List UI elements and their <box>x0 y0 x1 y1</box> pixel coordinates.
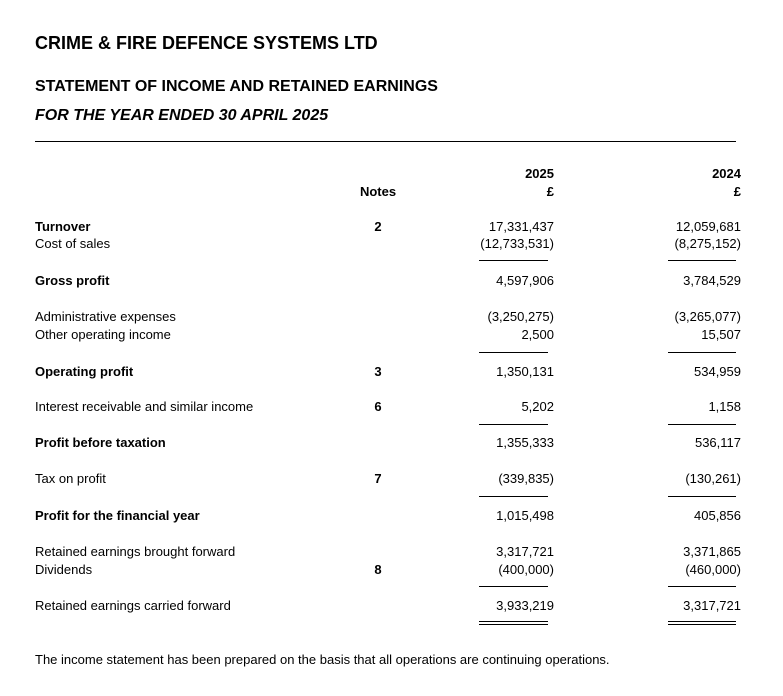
subtotal-rule-prior <box>668 260 736 261</box>
row-current-turnover: 17,331,437 <box>488 219 554 234</box>
subtotal-rule-current <box>479 586 548 587</box>
row-prior-interest-receivable: 1,158 <box>708 399 741 414</box>
subtotal-rule-current <box>479 496 548 497</box>
row-label-profit-before-tax: Profit before taxation <box>35 435 166 450</box>
row-note-dividends: 8 <box>374 562 382 577</box>
row-current-profit-before-tax: 1,355,333 <box>496 435 554 450</box>
total-double-rule-current <box>479 621 548 625</box>
row-note-tax-on-profit: 7 <box>374 471 382 486</box>
subtotal-rule-prior <box>668 352 736 353</box>
row-prior-tax-on-profit: (130,261) <box>685 471 741 486</box>
year-current-header: 2025 <box>525 166 554 181</box>
row-label-admin-expenses: Administrative expenses <box>35 309 176 324</box>
row-note-interest-receivable: 6 <box>374 399 382 414</box>
row-label-retained-carried-forward: Retained earnings carried forward <box>35 598 231 613</box>
row-label-interest-receivable: Interest receivable and similar income <box>35 399 254 414</box>
currency-current-header: £ <box>546 184 554 199</box>
row-prior-gross-profit: 3,784,529 <box>683 273 741 288</box>
row-prior-profit-before-tax: 536,117 <box>694 435 741 450</box>
row-prior-admin-expenses: (3,265,077) <box>674 309 741 324</box>
notes-column-header: Notes <box>359 184 397 199</box>
year-prior-header: 2024 <box>712 166 741 181</box>
row-current-profit-for-year: 1,015,498 <box>496 508 554 523</box>
row-current-operating-profit: 1,350,131 <box>496 364 554 379</box>
row-label-operating-profit: Operating profit <box>35 364 134 379</box>
statement-title: STATEMENT OF INCOME AND RETAINED EARNINGS <box>35 78 438 95</box>
row-label-gross-profit: Gross profit <box>35 273 110 288</box>
subtotal-rule-current <box>479 352 548 353</box>
row-label-tax-on-profit: Tax on profit <box>35 471 106 486</box>
row-current-gross-profit: 4,597,906 <box>496 273 554 288</box>
row-label-retained-brought-forward: Retained earnings brought forward <box>35 544 236 559</box>
subtotal-rule-current <box>479 260 548 261</box>
total-double-rule-prior <box>668 621 736 625</box>
row-label-other-operating-income: Other operating income <box>35 327 171 342</box>
row-prior-retained-carried-forward: 3,317,721 <box>683 598 741 613</box>
row-note-operating-profit: 3 <box>374 364 382 379</box>
row-current-interest-receivable: 5,202 <box>521 399 554 414</box>
row-label-cost-of-sales: Cost of sales <box>35 236 111 251</box>
row-prior-retained-brought-forward: 3,371,865 <box>683 544 741 559</box>
row-note-turnover: 2 <box>374 219 382 234</box>
row-current-other-operating-income: 2,500 <box>521 327 554 342</box>
row-current-retained-carried-forward: 3,933,219 <box>496 598 554 613</box>
footer-note: The income statement has been prepared on the basis that all operations are continuing operations. <box>35 652 610 667</box>
subtotal-rule-current <box>479 424 548 425</box>
company-name: CRIME & FIRE DEFENCE SYSTEMS LTD <box>35 33 378 53</box>
row-current-cost-of-sales: (12,733,531) <box>480 236 554 251</box>
row-prior-cost-of-sales: (8,275,152) <box>674 236 741 251</box>
subtotal-rule-prior <box>668 496 736 497</box>
currency-prior-header: £ <box>733 184 741 199</box>
row-prior-other-operating-income: 15,507 <box>701 327 741 342</box>
row-prior-dividends: (460,000) <box>685 562 741 577</box>
subtotal-rule-prior <box>668 586 736 587</box>
row-current-retained-brought-forward: 3,317,721 <box>496 544 554 559</box>
row-label-dividends: Dividends <box>35 562 93 577</box>
row-label-profit-for-year: Profit for the financial year <box>35 508 200 523</box>
subtotal-rule-prior <box>668 424 736 425</box>
period-heading: FOR THE YEAR ENDED 30 APRIL 2025 <box>35 107 329 124</box>
row-current-admin-expenses: (3,250,275) <box>487 309 554 324</box>
row-current-dividends: (400,000) <box>498 562 554 577</box>
row-label-turnover: Turnover <box>35 219 91 234</box>
header-divider <box>35 141 736 142</box>
row-prior-turnover: 12,059,681 <box>675 219 741 234</box>
row-prior-operating-profit: 534,959 <box>694 364 741 379</box>
row-current-tax-on-profit: (339,835) <box>498 471 554 486</box>
row-prior-profit-for-year: 405,856 <box>694 508 741 523</box>
